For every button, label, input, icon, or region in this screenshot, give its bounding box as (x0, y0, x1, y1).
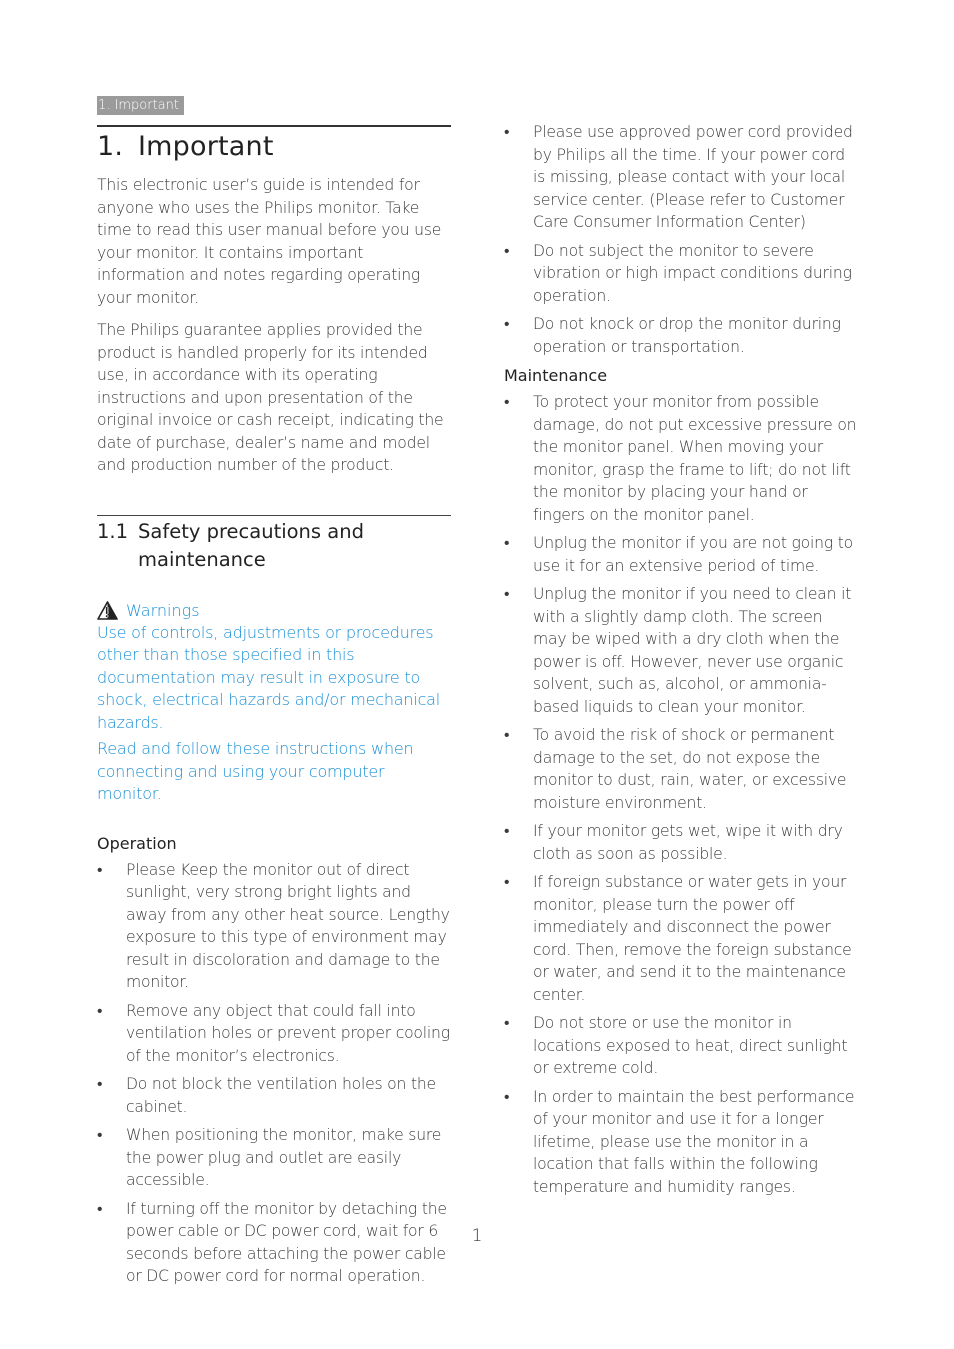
list-item-text: Please Keep the monitor out of direct sunlight, very strong bright lights and away from any other heat source. Lengthy exposure to this type of environment may result in discoloration and damage to the monitor. (126, 860, 450, 991)
warning-text: Read and follow these instructions when connecting and using your computer monitor. (97, 739, 414, 803)
bullet-mark: • (97, 860, 103, 879)
list-item-text: In order to maintain the best performance of your monitor and use it for a longer lifetime, please use the monitor in a location that falls within the following temperature and humidity ranges. (533, 1087, 855, 1196)
bullet-mark: • (504, 1014, 510, 1032)
section-tag: 1. Important (97, 96, 184, 115)
guarantee-paragraph: The Philips guarantee applies provided the product is handled properly for its intended use, in accordance with its operating instructions and upon presentation of the original invoice or cash receipt, indicating the date of purchase, dealer’s name and model and production number of the product. (97, 321, 444, 474)
warnings-title: Warnings (126, 600, 200, 620)
warning-icon (97, 601, 118, 620)
left-column (97, 94, 451, 1294)
maintenance-heading: Maintenance (504, 366, 608, 385)
section-heading (97, 518, 451, 575)
list-item-text: To protect your monitor from possible damage, do not put excessive pressure on the monitor panel. When moving your monitor, grasp the frame to lift; do not lift the monitor by placing your hand or fingers on the monitor panel. (533, 393, 857, 524)
list-item-text: Do not store or use the monitor in locations exposed to heat, direct sunlight or extreme cold. (533, 1014, 848, 1077)
warnings-heading (97, 601, 451, 620)
bullet-mark: • (504, 585, 510, 603)
operation-heading: Operation (97, 833, 177, 853)
operation-list (97, 859, 451, 1288)
title-number: 1. (97, 131, 124, 162)
list-item (504, 1086, 860, 1199)
title-text: Important (138, 131, 274, 162)
bullet-mark: • (97, 1126, 103, 1144)
list-item (504, 240, 860, 308)
list-item-text: Remove any object that could fall into ventilation holes or prevent proper cooling of the monitor’s electronics. (126, 1001, 450, 1065)
list-item-text: To avoid the risk of shock or permanent damage to the set, do not expose the monitor to dust, rain, water, or excessive moisture environment. (533, 726, 847, 812)
list-item (504, 532, 860, 577)
list-item (504, 121, 860, 234)
list-item-text: If your monitor gets wet, wipe it with dry cloth as soon as possible. (533, 822, 843, 863)
bullet-mark: • (97, 1199, 103, 1218)
list-item-text: Do not subject the monitor to severe vibration or high impact conditions during operation. (533, 241, 852, 305)
list-item (504, 724, 860, 814)
bullet-mark: • (504, 873, 510, 891)
list-item-text: Do not block the ventilation holes on the cabinet. (126, 1075, 436, 1116)
list-item-text: If foreign substance or water gets in your monitor, please turn the power off immediately and disconnect the power cord. Then, remove the foreign substance or water, and send it to the maintenance center. (533, 873, 852, 1004)
list-item (97, 1124, 451, 1192)
section-title: Safety precautions and maintenance (138, 519, 364, 571)
list-item-text: Do not knock or drop the monitor during operation or transportation. (533, 315, 841, 356)
bullet-mark: • (504, 822, 510, 840)
list-item (504, 820, 860, 865)
bullet-mark: • (504, 315, 510, 333)
bullet-mark: • (504, 393, 510, 411)
list-item-text: Unplug the monitor if you are not going to use it for an extensive period of time. (533, 534, 853, 575)
operation-list-continued (504, 121, 860, 358)
section-number: 1.1 (97, 519, 129, 543)
page-number: 1 (471, 1226, 483, 1246)
list-item-text: Please use approved power cord provided by Philips all the time. If your power cord is missing, please contact with your local service center. (Please refer to Customer Care Consumer Information Center) (533, 123, 853, 231)
right-column (504, 121, 860, 1204)
list-item (504, 391, 860, 526)
warning-text: Use of controls, adjustments or procedures other than those specified in this documentation may result in exposure to shock, electrical hazards and/or mechanical hazards. (97, 622, 441, 732)
list-item-text: When positioning the monitor, make sure the power plug and outlet are easily accessible. (126, 1126, 442, 1189)
list-item (504, 1012, 860, 1080)
list-item-text: If turning off the monitor by detaching the power cable or DC power cord, wait for 6 seconds before attaching the power cable or DC power cord for normal operation. (126, 1199, 447, 1285)
title-rule (97, 125, 451, 127)
bullet-mark: • (504, 534, 510, 552)
list-item (97, 1073, 451, 1118)
bullet-mark: • (504, 1087, 510, 1106)
section-rule (97, 515, 451, 516)
list-item (504, 583, 860, 718)
maintenance-list (504, 391, 860, 1198)
list-item (504, 313, 860, 358)
bullet-mark: • (504, 241, 510, 260)
intro-paragraph: This electronic user’s guide is intended for anyone who uses the Philips monitor. Take time to read this user manual before you use your monitor. It contains important information and notes regarding operating your monitor. (97, 176, 442, 307)
bullet-mark: • (504, 726, 510, 744)
list-item (97, 859, 451, 994)
page-title (97, 131, 451, 162)
bullet-mark: • (504, 123, 510, 141)
list-item (97, 1000, 451, 1068)
bullet-mark: • (97, 1075, 103, 1093)
bullet-mark: • (97, 1001, 103, 1020)
list-item-text: Unplug the monitor if you need to clean it with a slightly damp cloth. The screen may be wiped with a dry cloth when the power is off. However, never use organic solvent, such as, alcohol, or ammonia-based liquids to clean your monitor. (533, 585, 852, 716)
list-item (504, 871, 860, 1006)
